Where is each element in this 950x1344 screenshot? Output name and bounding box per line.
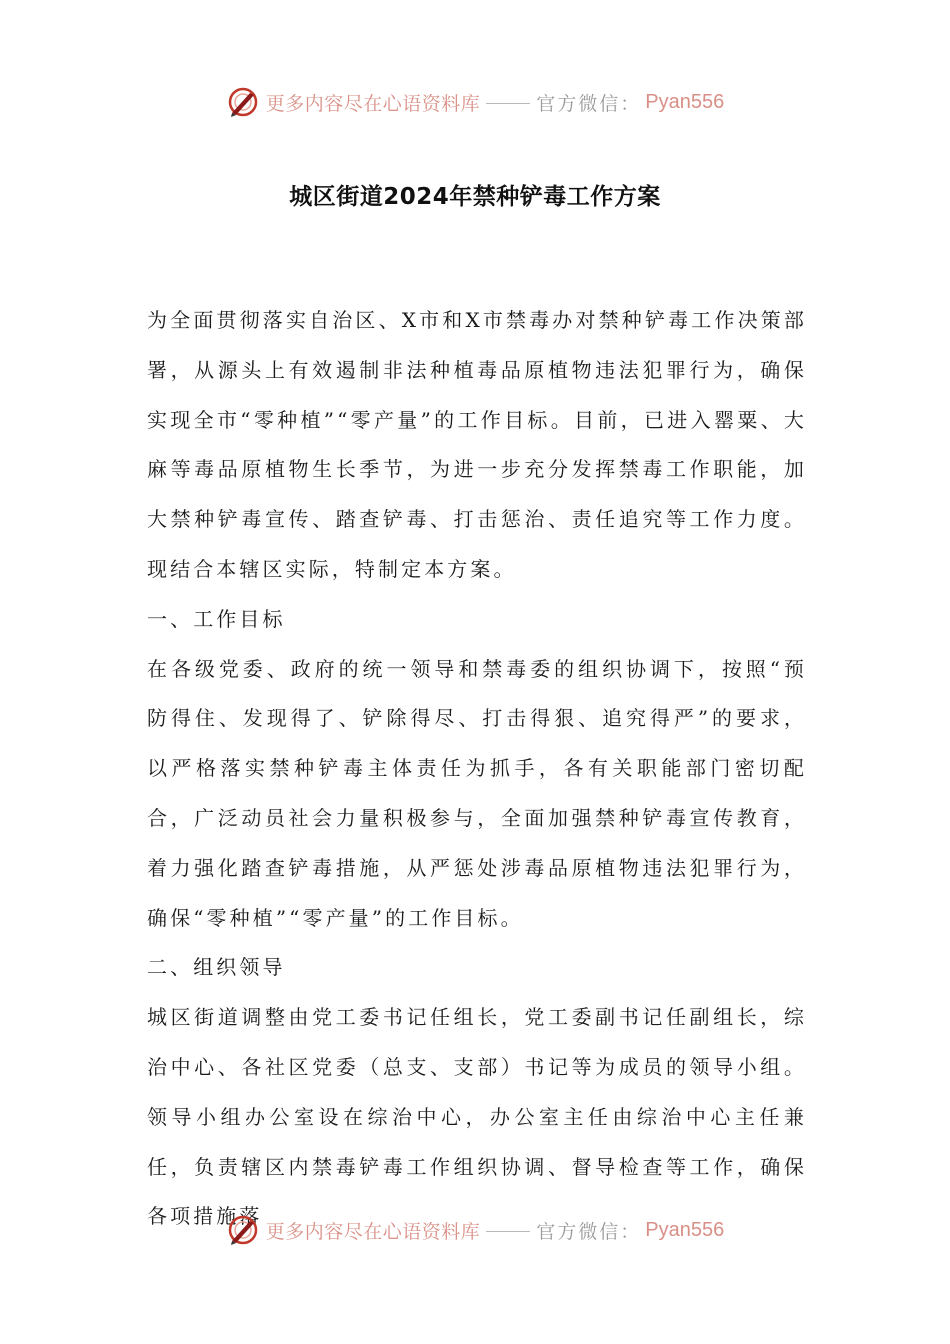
section-heading-leadership: 二、组织领导 xyxy=(147,955,286,980)
divider xyxy=(486,103,530,104)
intro-paragraph: 为全面贯彻落实自治区、X市和X市禁毒办对禁种铲毒工作决策部署，从源头上有效遏制非法种植毒品原植物违法犯罪行为，确保实现全市“零种植”“零产量”的工作目标。目前，已进入罂粟、大麻等毒品原植物生长季节，为进一步充分发挥禁毒工作职能，加大禁种铲毒宣传、踏查铲毒、打击惩治、责任追究等工作力度。现结合本辖区实际，特制定本方案。 xyxy=(147,308,807,581)
leadership-paragraph: 城区街道调整由党工委书记任组长，党工委副书记任副组长，综治中心、各社区党委（总支、支部）书记等为成员的领导小组。领导小组办公室设在综治中心，办公室主任由综治中心主任兼任，负责辖区内禁毒铲毒工作组织协调、督导检查等工作，确保各项措施落 xyxy=(147,1005,807,1229)
divider xyxy=(486,1231,530,1232)
official-label: 官方微信： xyxy=(536,92,642,115)
pen-logo-icon xyxy=(226,1213,260,1247)
official-label: 官方微信： xyxy=(536,1220,642,1243)
footer-watermark xyxy=(0,1210,950,1250)
pen-logo-icon xyxy=(226,85,260,119)
document-title: 城区街道2024年禁种铲毒工作方案 xyxy=(289,184,661,210)
header-watermark xyxy=(0,82,950,122)
wechat-id: Pyan556 xyxy=(645,90,725,113)
section-heading-goals: 一、工作目标 xyxy=(147,606,286,631)
brand-text: 更多内容尽在心语资料库 xyxy=(265,92,481,115)
document-body xyxy=(147,296,807,1242)
brand-text: 更多内容尽在心语资料库 xyxy=(265,1220,481,1243)
goals-paragraph: 在各级党委、政府的统一领导和禁毒委的组织协调下，按照“预防得住、发现得了、铲除得尽、打击得狠、追究得严”的要求，以严格落实禁种铲毒主体责任为抓手，各有关职能部门密切配合，广泛动员社会力量积极参与，全面加强禁种铲毒宣传教育，着力强化踏查铲毒措施，从严惩处涉毒品原植物违法犯罪行为，确保“零种植”“零产量”的工作目标。 xyxy=(147,656,807,930)
wechat-id: Pyan556 xyxy=(645,1218,725,1241)
